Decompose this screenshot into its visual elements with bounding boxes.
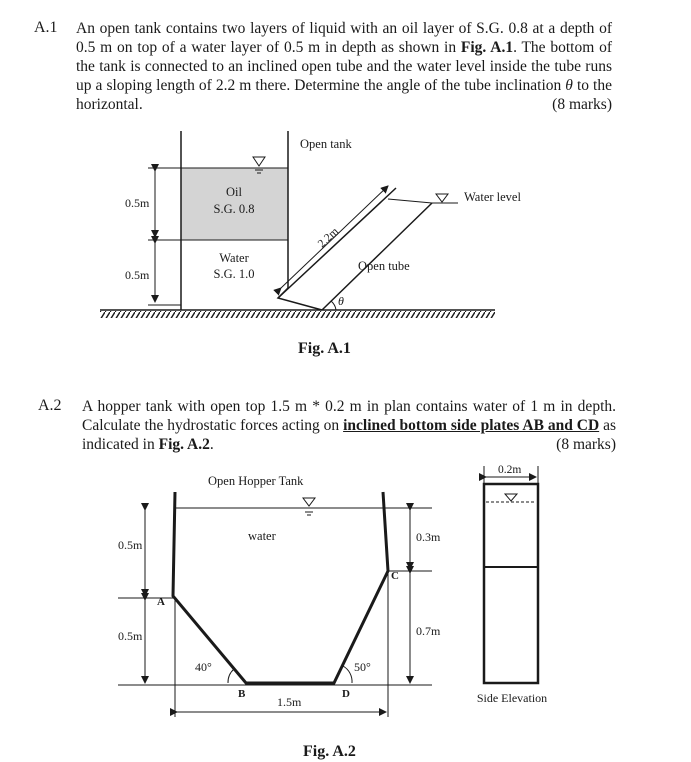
right-dim-top-label: 0.3m [416, 530, 441, 544]
side-elevation [477, 464, 547, 705]
side-free-surface-icon [505, 494, 517, 501]
point-a-label: A [157, 596, 165, 608]
q1-text-part1: An open tank contains two layers of liquid with an oil layer of S.G. 0.8 at a depth of 0.5 m on top of a water layer of 0.5 m in depth as shown in [76, 20, 612, 56]
open-tube-label: Open tube [358, 259, 410, 273]
angle-b-arc [228, 669, 234, 683]
q1-theta: θ [565, 77, 573, 94]
side-elevation-label: Side Elevation [476, 691, 548, 705]
left-dim-top-label: 0.5m [118, 538, 143, 552]
water-level-label: Water level [464, 190, 521, 204]
dim-top-label: 0.5m [125, 196, 150, 210]
side-width-label: 0.2m [498, 464, 522, 476]
left-dim-bottom-label: 0.5m [118, 629, 143, 643]
point-d-label: D [342, 688, 350, 700]
fig-a1-caption: Fig. A.1 [298, 340, 351, 357]
inclined-tube [278, 188, 432, 310]
hopper-tank-outline [173, 492, 388, 683]
q2-text-part2: as indicated in [82, 417, 616, 453]
q2-fig-ref: Fig. A.2 [158, 436, 210, 453]
figure-a2 [118, 464, 547, 717]
tube-water-level-line [388, 199, 432, 203]
tube-length-label: 2.2m [315, 225, 342, 251]
dim-bottom-label: 0.5m [125, 268, 150, 282]
fig-a2-caption: Fig. A.2 [303, 743, 356, 760]
q2-text-part3: . [209, 436, 214, 453]
q2-marks: (8 marks) [556, 436, 616, 453]
water-label: Water [219, 251, 249, 265]
width-label: 1.5m [277, 695, 302, 709]
right-dim-bottom-label: 0.7m [416, 624, 441, 638]
oil-sg-label: S.G. 0.8 [213, 202, 255, 216]
hopper-free-surface-icon [303, 498, 315, 515]
angle-theta-label: θ [338, 294, 344, 308]
q1-fig-ref: Fig. A.1 [460, 39, 514, 56]
hopper-title: Open Hopper Tank [208, 474, 304, 488]
angle-d-label: 50° [354, 660, 371, 674]
q2-emphasis: inclined bottom side plates AB and CD [343, 417, 600, 434]
angle-d-arc [343, 666, 352, 683]
oil-label: Oil [226, 185, 242, 199]
q1-marks: (8 marks) [552, 96, 612, 113]
open-tank-label: Open tank [300, 137, 352, 151]
point-c-label: C [391, 570, 399, 582]
water-level-icon [432, 194, 458, 203]
water-sg-label: S.G. 1.0 [213, 267, 255, 281]
q2-text-part1: A hopper tank with open top 1.5 m * 0.2 m in plan contains water of 1 m in depth. Calculate the hydrostatic forces acting on [82, 398, 616, 434]
figure-a1 [100, 131, 521, 318]
angle-arc [331, 301, 336, 310]
question-number-a1: A.1 [34, 19, 58, 36]
angle-b-label: 40° [195, 660, 212, 674]
hopper-water-label: water [248, 529, 276, 543]
point-b-label: B [238, 688, 246, 700]
ground-hatch [100, 310, 495, 318]
q1-text-part2: . The bottom of the tank is connected to an inclined open tube and the water level inside the tube runs up a sloping length of 2.2 m there. Determine the angle of the tube inclination [76, 39, 612, 94]
side-elevation-box [484, 484, 538, 683]
q1-text-part3: to the horizontal. [76, 77, 612, 113]
question-number-a2: A.2 [38, 397, 62, 414]
